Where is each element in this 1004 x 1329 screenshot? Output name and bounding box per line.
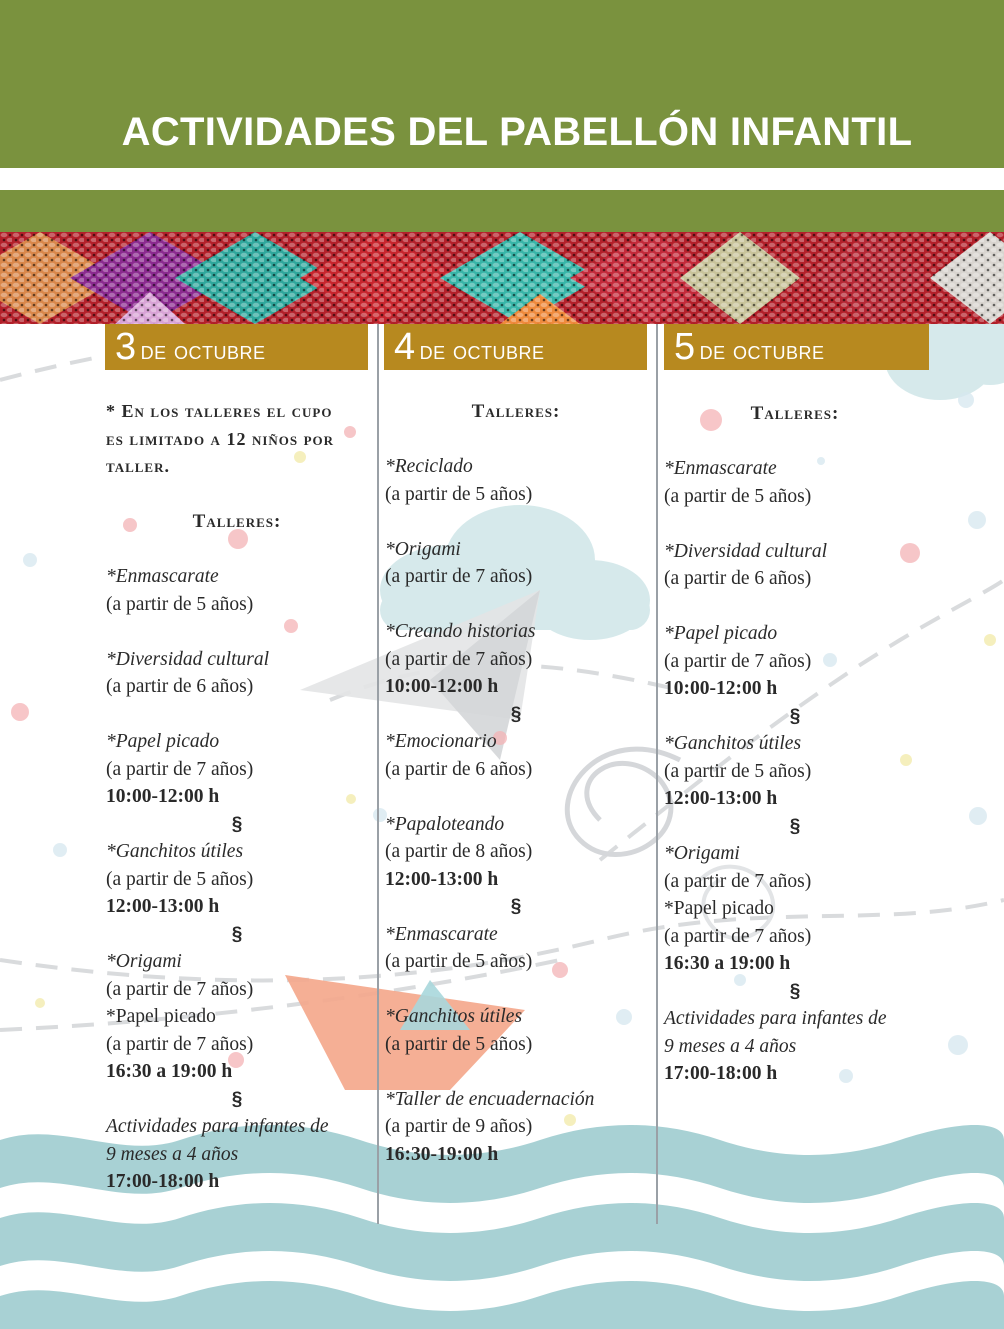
time-slot: 12:00-13:00 h xyxy=(385,868,499,890)
date-tab-day-1 xyxy=(105,324,368,370)
workshop-name: *Enmascarate xyxy=(385,923,498,945)
date-label: de octubre xyxy=(699,337,825,365)
time-slot: 16:30 a 19:00 h xyxy=(664,953,791,974)
time-slot: 17:00-18:00 h xyxy=(106,1171,220,1192)
schedule-column-day-1 xyxy=(106,398,368,1196)
page-title: ACTIVIDADES DEL PABELLÓN INFANTIL xyxy=(121,110,913,154)
workshop-name: *Papaloteando xyxy=(385,813,505,835)
time-slot: 12:00-13:00 h xyxy=(664,788,778,809)
date-tab-day-2 xyxy=(384,324,647,370)
time-slot: 10:00-12:00 h xyxy=(385,676,499,697)
section-separator: § xyxy=(231,923,243,945)
section-separator: § xyxy=(510,703,522,725)
infant-activity-line: 9 meses a 4 años xyxy=(106,1143,239,1165)
workshop-name: *Enmascarate xyxy=(664,458,777,479)
time-slot: 12:00-13:00 h xyxy=(106,896,220,917)
column-divider xyxy=(377,324,379,1224)
workshop-name: *Taller de encuadernación xyxy=(385,1088,595,1110)
section-separator: § xyxy=(510,896,522,917)
workshop-age: (a partir de 5 años) xyxy=(385,951,533,972)
workshop-age: (a partir de 5 años) xyxy=(106,593,254,615)
workshop-age: (a partir de 7 años) xyxy=(106,758,254,780)
section-separator: § xyxy=(789,815,801,837)
workshop-age: (a partir de 7 años) xyxy=(664,870,812,892)
workshop-name: *Papel picado xyxy=(664,623,778,644)
workshop-age: (a partir de 5 años) xyxy=(385,1033,533,1055)
workshop-name: *Papel picado xyxy=(106,1006,216,1027)
workshop-name: *Enmascarate xyxy=(106,566,219,587)
workshop-name: *Ganchitos útiles xyxy=(106,841,244,862)
time-slot: 16:30-19:00 h xyxy=(385,1143,499,1165)
date-number: 3 xyxy=(115,326,137,368)
section-separator: § xyxy=(789,980,801,1002)
workshops-heading: Talleres: xyxy=(750,403,840,424)
time-slot: 10:00-12:00 h xyxy=(664,678,778,699)
header-lower-band xyxy=(0,190,1004,232)
column-divider xyxy=(656,324,658,1224)
time-slot: 17:00-18:00 h xyxy=(664,1063,778,1084)
date-number: 4 xyxy=(394,326,416,368)
workshop-age: (a partir de 6 años) xyxy=(664,568,812,589)
workshops-heading: Talleres: xyxy=(471,401,561,422)
section-separator: § xyxy=(231,1088,243,1110)
workshop-age: (a partir de 6 años) xyxy=(106,676,254,697)
workshop-name: *Creando historias xyxy=(385,621,536,642)
date-number: 5 xyxy=(674,326,696,368)
workshop-name: *Origami xyxy=(664,843,740,864)
workshop-age: (a partir de 5 años) xyxy=(664,760,812,782)
workshop-age: (a partir de 5 años) xyxy=(664,485,812,507)
workshop-name: *Papel picado xyxy=(106,731,220,752)
infant-activity-line: 9 meses a 4 años xyxy=(664,1035,797,1057)
workshop-age: (a partir de 7 años) xyxy=(664,925,812,947)
workshop-name: *Origami xyxy=(106,951,182,972)
workshop-age: (a partir de 7 años) xyxy=(385,566,533,587)
capacity-note-line: es limitado a 12 niños por xyxy=(106,428,335,449)
workshop-age: (a partir de 7 años) xyxy=(664,650,812,672)
workshop-age: (a partir de 7 años) xyxy=(106,978,254,1000)
date-tab-day-3 xyxy=(664,324,929,370)
workshop-name: *Diversidad cultural xyxy=(664,540,828,562)
workshop-age: (a partir de 8 años) xyxy=(385,841,533,862)
time-slot: 16:30 a 19:00 h xyxy=(106,1061,233,1082)
schedule-column-day-2 xyxy=(385,398,647,1168)
date-label: de octubre xyxy=(140,337,266,365)
workshop-age: (a partir de 5 años) xyxy=(106,868,254,890)
time-slot: 10:00-12:00 h xyxy=(106,786,220,807)
schedule-column-day-3 xyxy=(664,400,926,1088)
date-label: de octubre xyxy=(419,337,545,365)
workshop-age: (a partir de 7 años) xyxy=(385,648,533,670)
section-separator: § xyxy=(789,705,801,727)
workshops-heading: Talleres: xyxy=(192,511,282,532)
workshop-name: *Papel picado xyxy=(664,898,774,919)
workshop-name: *Ganchitos útiles xyxy=(664,733,802,754)
infant-activity-line: Actividades para infantes de xyxy=(106,1116,329,1137)
workshop-name: *Ganchitos útiles xyxy=(385,1006,523,1027)
capacity-note-line: taller. xyxy=(106,456,170,476)
workshop-name: *Origami xyxy=(385,538,461,560)
workshop-age: (a partir de 6 años) xyxy=(385,758,533,780)
capacity-note-line: * En los talleres el cupo xyxy=(106,401,333,421)
workshop-name: *Diversidad cultural xyxy=(106,648,270,670)
workshop-age: (a partir de 5 años) xyxy=(385,483,533,505)
workshop-age: (a partir de 7 años) xyxy=(106,1033,254,1055)
workshop-age: (a partir de 9 años) xyxy=(385,1116,533,1137)
workshop-name: *Emocionario xyxy=(385,731,497,752)
section-separator: § xyxy=(231,813,243,835)
infant-activity-line: Actividades para infantes de xyxy=(664,1008,887,1029)
header-stripe xyxy=(0,168,1004,190)
woven-textile-banner xyxy=(0,232,1004,324)
workshop-name: *Reciclado xyxy=(385,456,473,477)
